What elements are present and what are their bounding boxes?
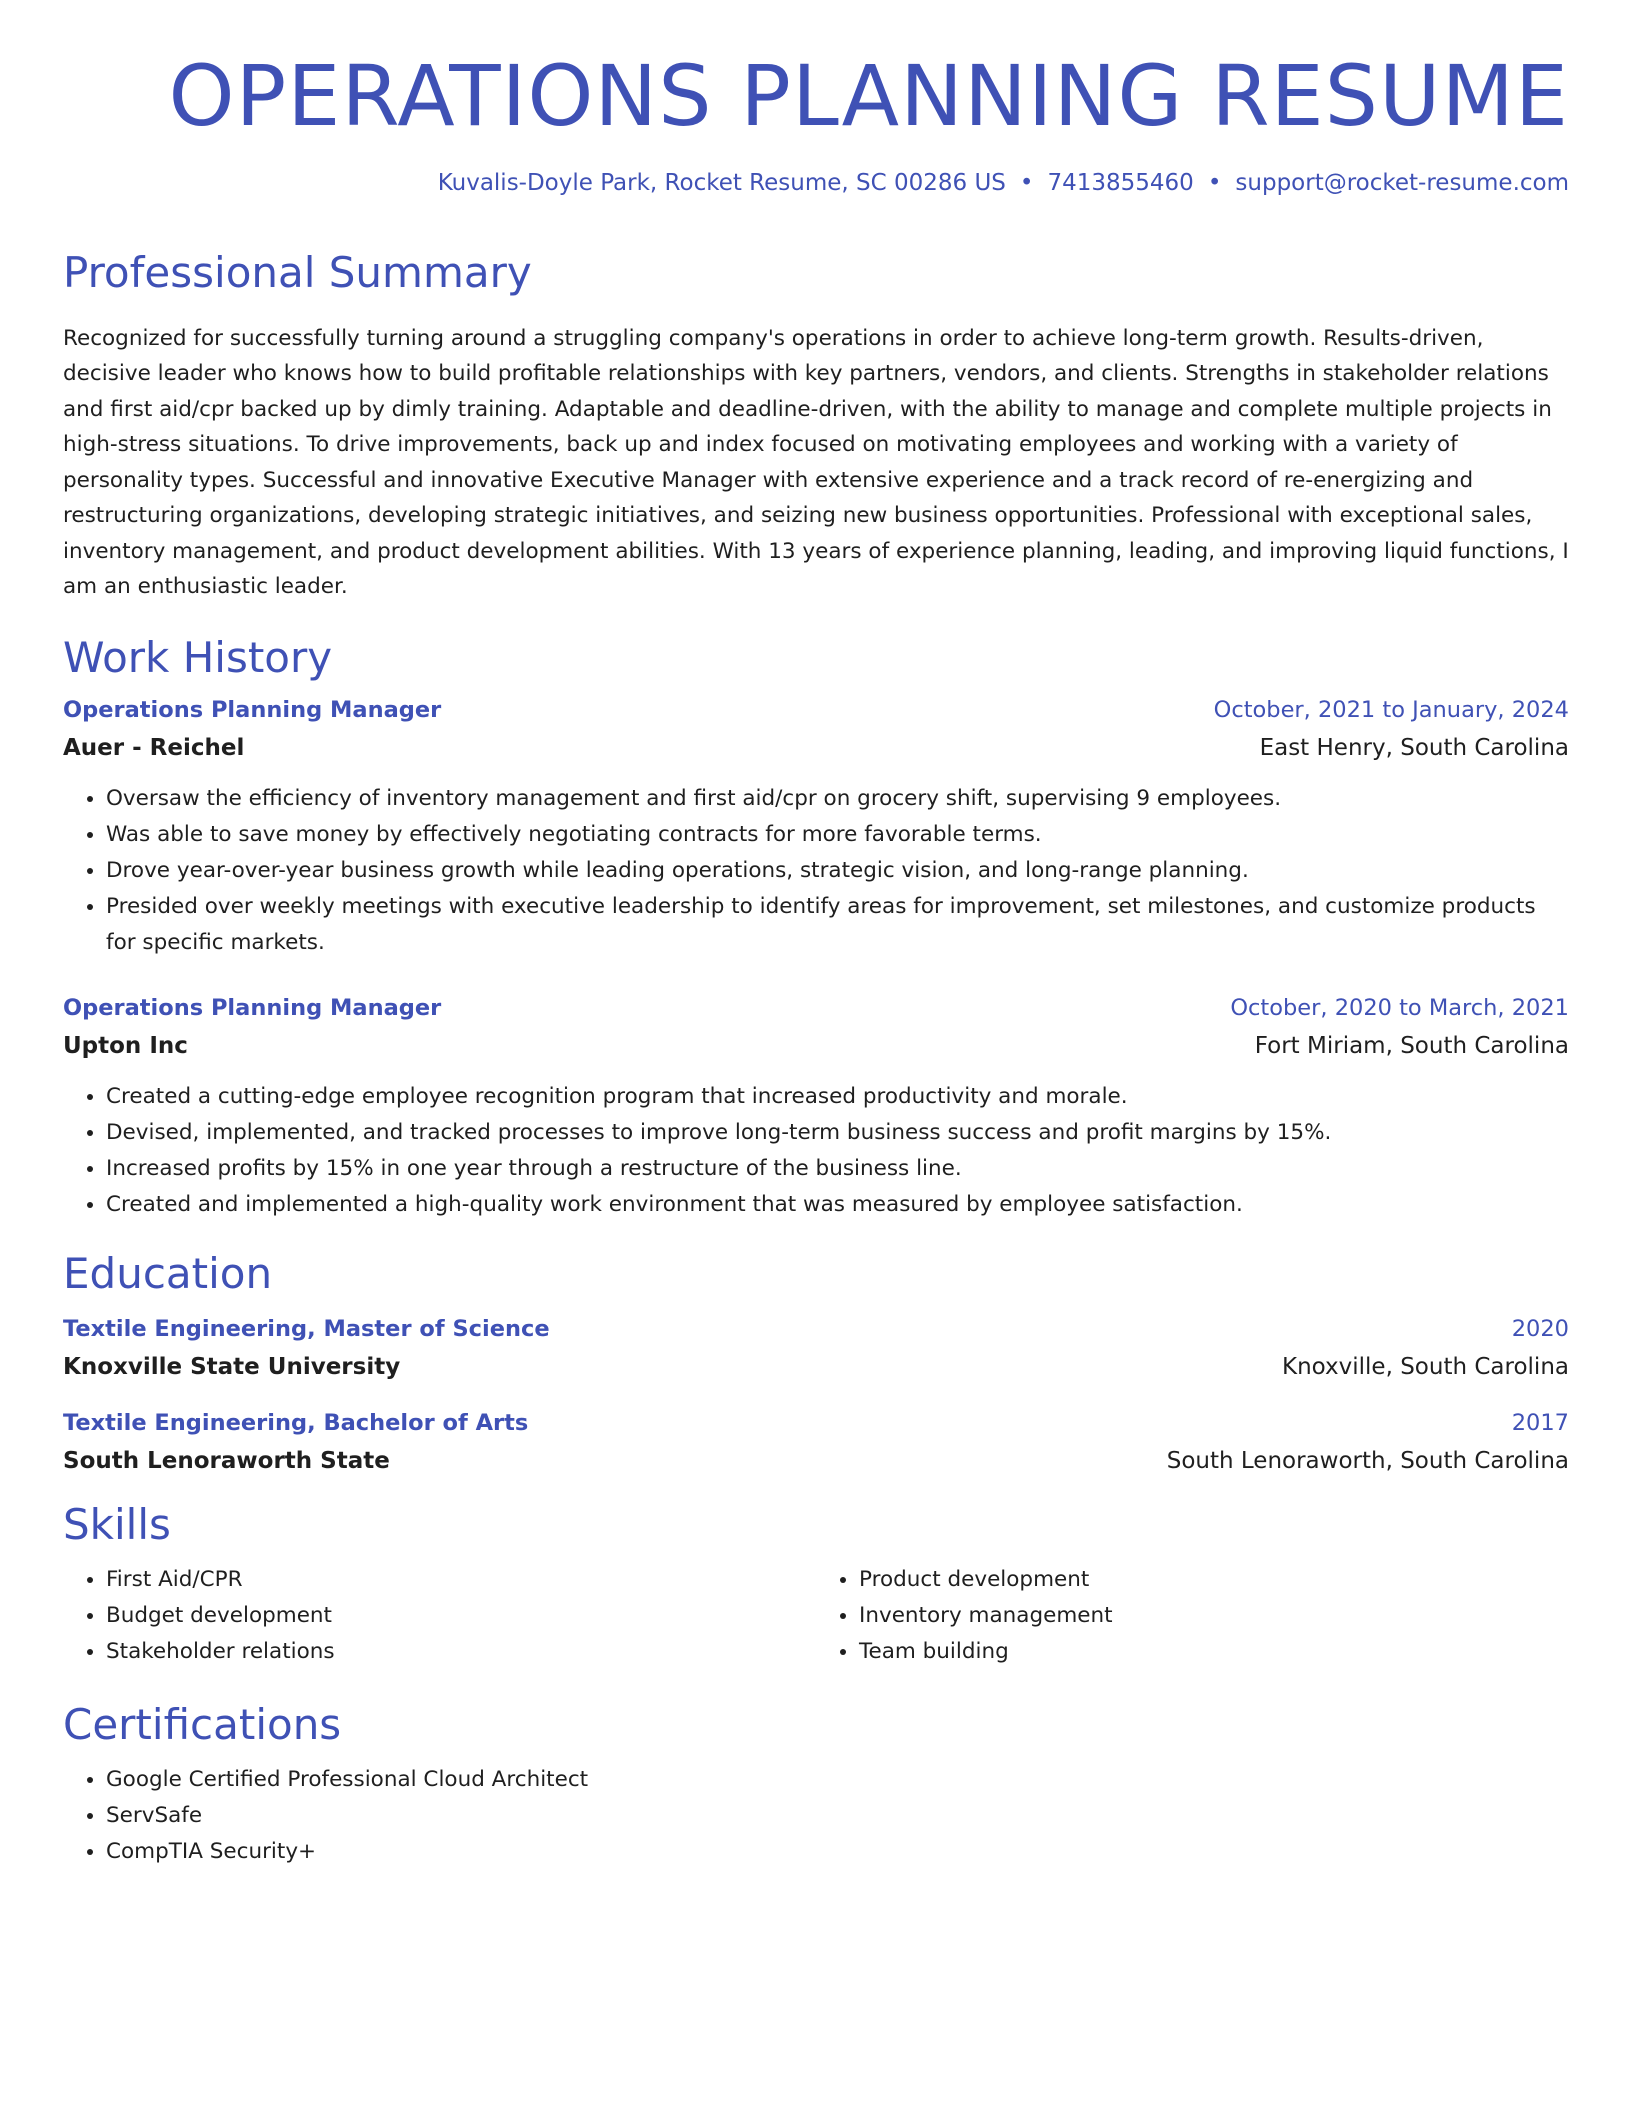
work-history-heading: Work History xyxy=(63,632,333,682)
job-location: Fort Miriam, South Carolina xyxy=(1254,1033,1569,1060)
job-bullet: • Oversaw the efficiency of inventory management and first aid/cpr on grocery shift, supervising 9 employees. xyxy=(106,781,1569,817)
job-title: Operations Planning Manager xyxy=(63,697,442,724)
education-entry xyxy=(63,1316,1569,1380)
job-bullet: • Presided over weekly meetings with executive leadership to identify areas for improvement, set milestones, and customize products for specific markets. xyxy=(106,889,1569,961)
certifications-heading: Certifications xyxy=(63,1699,342,1749)
education-school: Knoxville State University xyxy=(63,1353,401,1380)
education-degree: Textile Engineering, Master of Science xyxy=(63,1315,550,1342)
job-bullet-list xyxy=(63,1079,1569,1223)
contact-separator: • xyxy=(1019,170,1034,197)
summary-text: Recognized for successfully turning around a struggling company's operations in order to achieve long-term growth. Results-driven, decisive leader who knows how to build profitable relationships with key partners, vendors, and clients. Strengths in stakeholder relations and first aid/cpr backed up by dimly training. Adaptable and deadline-driven, with the ability to manage and complete multiple projects in high-stress situations. To drive improvements, back up and index focused on motivating employees and working with a variety of personality types. Successful and innovative Executive Manager with extensive experience and a track record of re-energizing and restructuring organizations, developing strategic initiatives, and seizing new business opportunities. Professional with exceptional sales, inventory management, and product development abilities. With 13 years of experience planning, leading, and improving liquid functions, I am an enthusiastic leader. xyxy=(63,325,1569,600)
certification-item: • Google Certified Professional Cloud Architect xyxy=(106,1762,1569,1798)
job-employer: Upton Inc xyxy=(63,1033,188,1060)
job-bullet: • Drove year-over-year business growth while leading operations, strategic vision, and long-range planning. xyxy=(106,853,1569,889)
skill-item: • Inventory management xyxy=(859,1598,1569,1634)
job-dates: October, 2021 to January, 2024 xyxy=(1213,697,1569,724)
certification-item: • ServSafe xyxy=(106,1798,1569,1834)
education-school-row xyxy=(63,1354,1569,1380)
contact-separator: • xyxy=(1207,170,1222,197)
job-location: East Henry, South Carolina xyxy=(1259,735,1569,762)
job-bullet: • Created and implemented a high-quality work environment that was measured by employee satisfaction. xyxy=(106,1187,1569,1223)
education-school-row xyxy=(63,1448,1569,1474)
education-degree: Textile Engineering, Bachelor of Arts xyxy=(63,1409,529,1436)
skill-item: • Budget development xyxy=(106,1598,816,1634)
education-header-row xyxy=(63,1316,1569,1342)
education-year: 2020 xyxy=(1511,1315,1569,1342)
job-employer-row xyxy=(63,735,1569,761)
job-bullet: • Devised, implemented, and tracked processes to improve long-term business success and profit margins by 15%. xyxy=(106,1115,1569,1151)
job-bullet: • Was able to save money by effectively negotiating contracts for more favorable terms. xyxy=(106,817,1569,853)
certification-item: • CompTIA Security+ xyxy=(106,1834,1569,1870)
job-bullet-list xyxy=(63,781,1569,961)
job-bullet: • Increased profits by 15% in one year through a restructure of the business line. xyxy=(106,1151,1569,1187)
education-location: South Lenoraworth, South Carolina xyxy=(1166,1447,1569,1474)
contact-phone: 7413855460 xyxy=(1047,170,1194,197)
contact-address: Kuvalis-Doyle Park, Rocket Resume, SC 00286 US xyxy=(437,170,1006,197)
skill-item: • Stakeholder relations xyxy=(106,1634,816,1670)
job-employer: Auer - Reichel xyxy=(63,735,245,762)
skills-grid xyxy=(63,1562,1569,1670)
job-dates: October, 2020 to March, 2021 xyxy=(1230,995,1569,1022)
education-header-row xyxy=(63,1410,1569,1436)
summary-heading: Professional Summary xyxy=(63,248,532,298)
job-header-row xyxy=(63,995,1569,1021)
skills-list-left xyxy=(63,1562,816,1670)
education-school: South Lenoraworth State xyxy=(63,1447,390,1474)
job-entry xyxy=(63,697,1569,961)
education-location: Knoxville, South Carolina xyxy=(1282,1353,1569,1380)
skill-item: • Team building xyxy=(859,1634,1569,1670)
contact-line xyxy=(63,170,1569,196)
contact-email[interactable]: support@rocket-resume.com xyxy=(1235,170,1569,197)
resume-title: OPERATIONS PLANNING RESUME xyxy=(168,47,1569,145)
job-bullet: • Created a cutting-edge employee recognition program that increased productivity and morale. xyxy=(106,1079,1569,1115)
job-header-row xyxy=(63,697,1569,723)
education-entry xyxy=(63,1410,1569,1474)
certifications-list xyxy=(63,1762,1569,1870)
education-heading: Education xyxy=(63,1249,273,1299)
skill-item: • Product development xyxy=(859,1562,1569,1598)
skill-item: • First Aid/CPR xyxy=(106,1562,816,1598)
skills-list-right xyxy=(816,1562,1569,1670)
job-employer-row xyxy=(63,1033,1569,1059)
education-year: 2017 xyxy=(1511,1409,1569,1436)
job-title: Operations Planning Manager xyxy=(63,995,442,1022)
skills-heading: Skills xyxy=(63,1499,171,1549)
job-entry xyxy=(63,995,1569,1223)
